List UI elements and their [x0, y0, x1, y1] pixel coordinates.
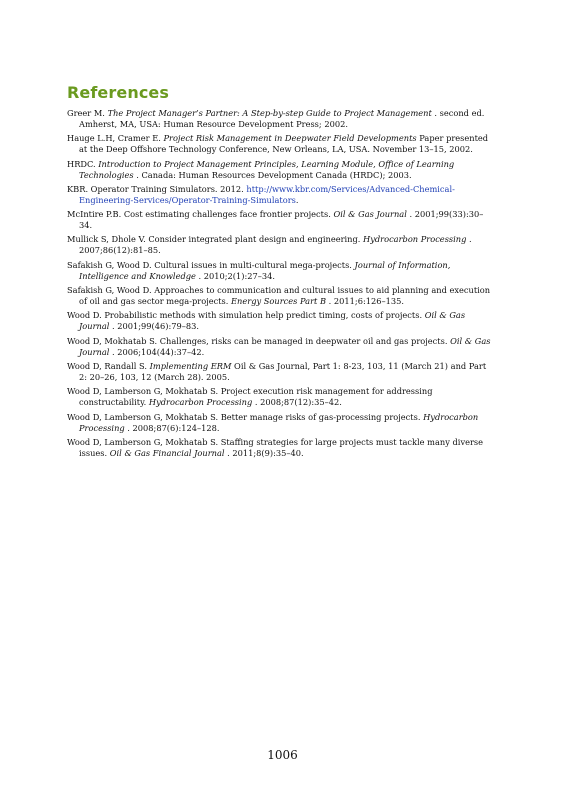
reference-item: Mullick S, Dhole V. Consider integrated plant design and engineering. Hydrocarbon Processing . 2007;86(12):81–85. — [67, 234, 472, 256]
reference-item: Greer M. The Project Manager’s Partner: A Step-by-step Guide to Project Management . second ed. Amherst, MA, USA: Human Resource Development Press; 2002. — [67, 108, 485, 129]
reference-item: KBR. Operator Training Simulators. 2012. http://www.kbr.com/Services/Advanced-Chemical-Engineering-Services/Operator-Training-Simulators. — [67, 183, 455, 205]
reference-item: Wood D, Lamberson G, Mokhatab S. Better manage risks of gas-processing projects. Hydrocarbon Processing . 2008;87(6):124–128. — [67, 411, 479, 433]
reference-item: Hauge L.H, Cramer E. Project Risk Management in Deepwater Field Developments Paper presented at the Deep Offshore Technology Conference, New Orleans, LA, USA. November 13–15, 2002. — [67, 133, 489, 155]
reference-item: HRDC. Introduction to Project Management Principles, Learning Module, Office of Learning Technologies . Canada: Human Resources Development Canada (HRDC); 2003. — [67, 158, 455, 180]
references-heading: References — [67, 83, 169, 102]
reference-item: Wood D, Randall S. Implementing ERM Oil & Gas Journal, Part 1: 8-23, 103, 11 (March 21) and Part 2: 20–26, 103, 12 (March 28). 2005. — [67, 360, 487, 382]
reference-item: Safakish G, Wood D. Approaches to communication and cultural issues to aid planning and execution of oil and gas sector mega-projects. Energy Sources Part B . 2011;6:126–135. — [67, 285, 491, 307]
reference-item: Wood D. Probabilistic methods with simulation help predict timing, costs of projects. Oil & Gas Journal . 2001;99(46):79–83. — [67, 310, 466, 332]
reference-list — [67, 108, 495, 462]
reference-item: Safakish G, Wood D. Cultural issues in multi-cultural mega-projects. Journal of Information, Intelligence and Knowledge . 2010;2(1):27–34. — [67, 259, 451, 281]
reference-item: McIntire P.B. Cost estimating challenges face frontier projects. Oil & Gas Journal . 2001;99(33):30–34. — [67, 209, 484, 231]
reference-link[interactable]: http://www.kbr.com/Services/Advanced-Chemical-Engineering-Services/Operator-Training-Simulators — [79, 183, 455, 205]
reference-item: Wood D, Lamberson G, Mokhatab S. Project execution risk management for addressing constructability. Hydrocarbon Processing . 2008;87(12):35–42. — [67, 386, 433, 408]
page-number: 1006 — [267, 748, 298, 762]
reference-item: Wood D, Mokhatab S. Challenges, risks can be managed in deepwater oil and gas projects. Oil & Gas Journal . 2006;104(44):37–42. — [67, 335, 491, 357]
reference-item: Wood D, Lamberson G, Mokhatab S. Staffing strategies for large projects must tackle many diverse issues. Oil & Gas Financial Journal . 2011;8(9):35–40. — [67, 436, 484, 458]
